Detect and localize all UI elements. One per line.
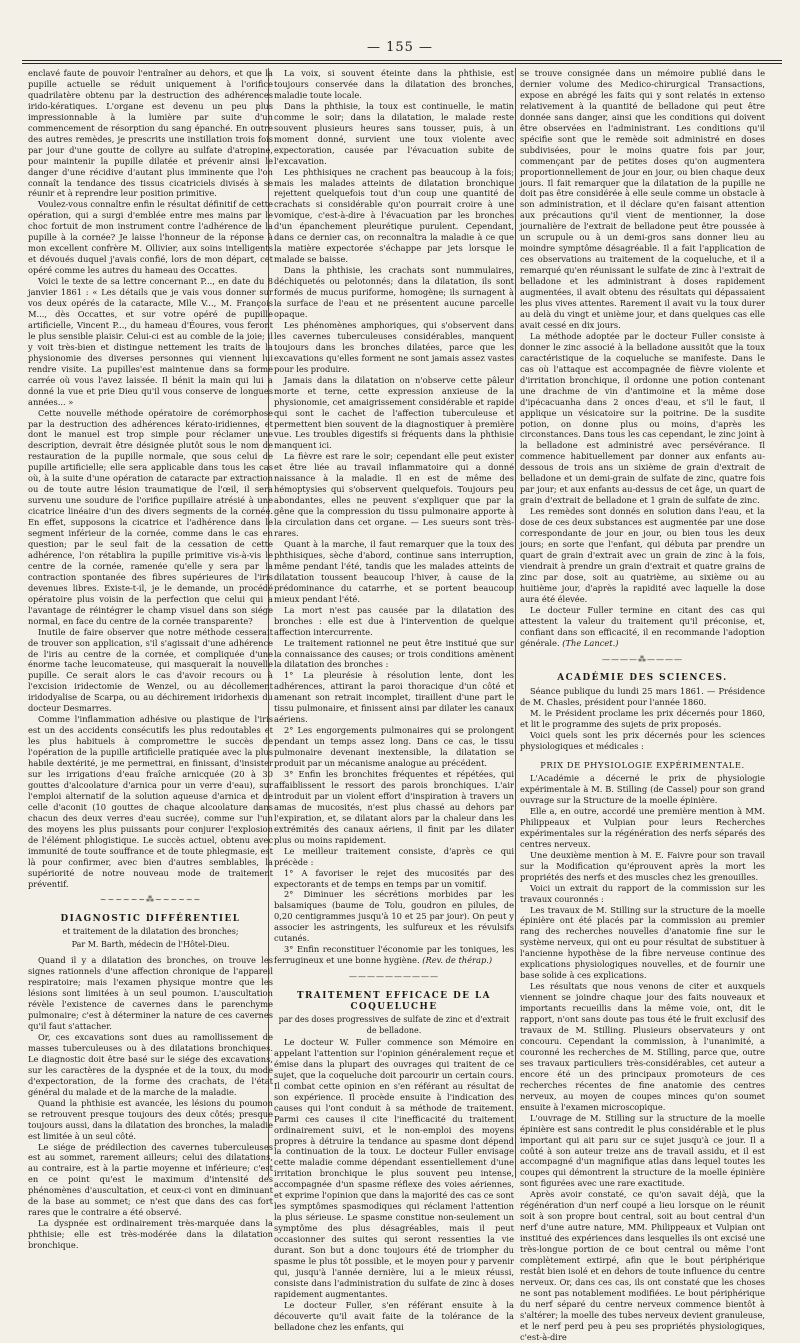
paragraph: 1° La pleurésie à résolution lente, dont les adhérences, attirant la paroi thoracique d'un côté et amenant son retrait incomplet, tiraillent d'une part le tissu pulmonaire, et finissent ainsi par dilater les canaux aériens. (274, 670, 514, 725)
article-title: TRAITEMENT EFFICACE DE LA COQUELUCHE (297, 991, 491, 1013)
paragraph: Les résultats que nous venons de citer et auxquels viennent se joindre chaque jour des faits nouveaux et importants recueillis dans la même voie, ont, dit le rapport, n'ont sans doute pas tous été le fruit exclusif des travaux de M. Stilling. Plusieurs observateurs y ont concouru. Cependant la commission, à l'unanimité, a couronné les recherches de M. Stilling, parce que, outre ses travaux particuliers très-considérables, cet auteur a encore été un des principaux promoteurs de ces recherches récentes de fine anatomie des centres nerveux, au moyen de coupes minces qu'on soumet ensuite à l'examen microscopique. (520, 981, 765, 1112)
paragraph: La méthode adoptée par le docteur Fuller consiste à donner le zinc associé à la belladone aussitôt que la toux caractéristique de la coqueluche se manifeste. Dans le cas où l'attaque est accompagnée de fièvre violente et d'irritation bronchique, il ordonne une potion contenant une drachme de vin d'antimoine et la même dose d'ipécacuanha dans 2 onces d'eau, et s'il le faut, il applique un vésicatoire sur la poitrine. De la susdite potion, on donne plus ou moins, d'après les circonstances. Dans tous les cas cependant, le zinc joint à la belladone est administré avec persévérance. Il commence habituellement par donner aux enfants au-dessous de trois ans un sixième de grain d'extrait de belladone et un demi-grain de sulfate de zinc, quatre fois par jour; et aux enfants au-dessus de cet âge, un quart de grain d'extrait de belladone et 1 grain de sulfate de zinc. (520, 330, 765, 506)
paragraph: Voulez-vous connaître enfin le résultat définitif de cette opération, qui a surgi d'emblée entre mes mains par le choc fortuit de mon instrument contre l'adhérence de la pupille à la cornée? Je laisse l'honneur de la réponse à mon excellent confrère M. Ollivier, aux soins intelligents et dévoués duquel j'avais confié, lors de mon départ, cet opéré comme les autres du hameau des Occattes. (28, 199, 273, 276)
paragraph: 3° Enfin les bronchites fréquentes et répétées, qui affaiblissent le ressort des parois bronchiques. L'air introduit par un violent effort d'inspiration à travers un amas de mucosités, n'est plus chassé au dehors par l'expiration, et, se dilatant alors par la chaleur dans les extrémités des canaux aériens, il finit par les dilater plus ou moins rapidement. (274, 769, 514, 845)
paragraph: Inutile de faire observer que notre méthode cesserait de trouver son application, s'il s'agissait d'une adhérence de l'iris au centre de la cornée, et compliquée d'une énorme tache leucomateuse, qui masquerait la nouvelle pupille. Ce serait alors le cas d'avoir recours ou à l'excision iridectomie de Wenzel, ou au décollement iridodyalise de Scarpa, ou au déchirement iridorhexis du docteur Desmarres. (28, 626, 273, 714)
paragraph: Les phthisiques ne crachent pas beaucoup à la fois; mais les malades atteints de dilatation bronchique rejettent quelquefois tout d'un coup une quantité de crachats si considérable qu'on pourrait croire à une vomique, c'est-à-dire à l'évacuation par les bronches d'un épanchement pleurétique purulent. Cependant, dans ce dernier cas, on reconnaîtra la maladie à ce que la matière expectorée s'échappe par jets lorsque le malade se baisse. (274, 166, 514, 265)
column-right (520, 68, 765, 1342)
paragraph: L'ouvrage de M. Stilling sur la structure de la moelle épinière est sans contredit le plus considérable et le plus important qui ait paru sur ce sujet jusqu'à ce jour. Il a coûté à son auteur treize ans de travail assidu, et il est accompagné d'un magnifique atlas dans lequel toutes les coupes qui démontrent la structure de la moelle épinière sont figurées avec une rare exactitude. (520, 1112, 765, 1189)
paragraph: Voici quels sont les prix décernés pour les sciences physiologiques et médicales : (520, 730, 765, 752)
page-number: — 155 — (366, 40, 434, 55)
paragraph: Le traitement rationnel ne peut être institué que sur la connaissance des causes; or trois conditions amènent la dilatation des bronches : (274, 637, 514, 670)
paragraph: Comme l'inflammation adhésive ou plastique de l'iris est un des accidents consécutifs les plus redoutables et les plus habituels à compromettre le succès de l'opération de la pupille artificielle pratiquée avec la plus habile dextérité, je me permettrai, en finissant, d'insister sur les irrigations d'eau fraîche arnicquée (20 à 30 gouttes d'alcoolature d'arnica pour un verre d'eau), sur l'emploi alternatif de la solution aqueuse d'arnica et de celle d'aconit (10 gouttes de chaque alcoolature dans chacun des deux verres d'eau sucrée), comme sur l'un des moyens les plus puissants pour conjurer l'explosion de l'élément phlogistique. Le succès actuel, obtenu avec immunité de toute souffrance et de toute phlegmasie, est là pour confirmer, avec bien d'autres semblables, la supériorité de notre nouveau mode de traitement préventif. (28, 714, 273, 889)
paragraph-text: Le docteur Fuller termine en citant des cas qui attestent la valeur du traitement qu'il préconise, et, confiant dans son efficacité, il en recommande l'adoption générale. (520, 604, 765, 648)
paragraph: Voici le texte de sa lettre concernant P..., en date du 8 janvier 1861 : « Les détails que je vais vous donner sur vos deux opérés de la cataracte, Mlle V..., M. François M..., dès Occattes, et sur votre opéré de pupille artificielle, Vincent P..., du hameau d'Éoures, vous feront le plus sensible plaisir. Celui-ci est au comble de la joie; il y voit très-bien et distingue nettement les traits de la physionomie des diverses personnes qui viennent lui rendre visite. La pupilles'est maintenue dans sa forme carrée où vous l'avez laissée. Il bénit la main qui lui a donné la vue et prie Dieu qu'il vous conserve de longues années... » (28, 276, 273, 407)
paragraph: Quand la phthisie est avancée, les lésions du poumon se retrouvent presque toujours des deux côtés; presque toujours aussi, dans la dilatation des bronches, la maladie est limitée à un seul côté. (28, 1097, 273, 1141)
paragraph: 1° A favoriser le rejet des mucosités par des expectorants et de temps en temps par un vomitif. (274, 867, 514, 889)
section-ornament: ~~~~~~⁂~~~~~~ (99, 895, 202, 905)
paragraph: Cette nouvelle méthode opératoire de corémorphose par la destruction des adhérences kérato-iridiennes, et dont le manuel est trop simple pour réclamer une description, devrait être désignée plutôt sous le nom de restauration de la pupille normale, que sous celui de pupille artificielle; elle sera applicable dans tous les cas où, à la suite d'une opération de cataracte par extraction ou de toute autre lésion traumatique de l'œil, il sera survenu une soudure de l'orifice pupillaire atrésié à une cicatrice linéaire d'un des divers segments de la cornée. En effet, supposons la cicatrice et l'adhérence dans le segment inférieur de la cornée, comme dans le cas en question; par le seul fait de la cessation de cette adhérence, l'on rétablira la pupille primitive vis-à-vis le centre de la cornée, ramenée qu'elle y sera par la contraction spontanée des fibres supérieures de l'iris devenues libres. Existe-t-il, je le demande, un procédé opératoire plus voisin de la perfection que celui qui a l'avantage de réintégrer le champ visuel dans son siége normal, en face du centre de la cornée transparente? (28, 407, 273, 626)
paragraph: Le meilleur traitement consiste, d'après ce qui précède : (274, 845, 514, 867)
paragraph: Or, ces excavations sont dues au ramollissement de masses tuberculeuses ou à des dilatations bronchiques. Le diagnostic doit être basé sur le siége des excavations, sur les caractères de la dyspnée et de la toux, du mode d'expectoration, de la forme des crachats, de l'état général du malade et de la marche de la maladie. (28, 1031, 273, 1097)
paragraph: 2° Diminuer les sécrétions morbides par les balsamiques (baume de Tolu, goudron en pilules, de 0,20 centigrammes jusqu'à 10 et 25 par jour). On peut y associer les astringents, les sulfureux et les révulsifs cutanés. (274, 889, 514, 944)
paragraph: Le docteur W. Fuller commence son Mémoire en appelant l'attention sur l'opinion généralement reçue et émise dans la plupart des ouvrages qui traitent de ce sujet, que la coqueluche doit parcourir un certain cours. Il combat cette opinion en s'en référant au résultat de son expérience. Il procède ensuite à l'indication des causes qui l'ont conduit à sa méthode de traitement. Parmi ces causes il cite l'inefficacité du traitement ordinairement suivi, et le non-emploi des moyens propres à détruire la tendance au spasme dont dépend la continuation de la toux. Le docteur Fuller envisage cette maladie comme dépendant essentiellement d'une irritation bronchique le plus souvent peu intense, accompagnée d'un spasme réflexe des voies aériennes, et exprime l'opinion que dans la majorité des cas ce sont les symptômes spasmodiques qui réclament l'attention la plus sérieuse. Le spasme constitue non-seulement un symptôme des plus désagréables, mais il peut occasionner des suites qui seront ressenties la vie durant. Son but a donc toujours été de triompher du spasme le plus tôt possible, et le moyen pour y parvenir qui, jusqu'à l'année dernière, lui a le mieux réussi, consiste dans l'administration du sulfate de zinc à doses rapidement augmentantes. (274, 1036, 514, 1299)
paragraph: Quant à la marche, il faut remarquer que la toux des phthisiques, sèche d'abord, continue sans interruption, même pendant l'été, tandis que les malades atteints de dilatation toussent beaucoup l'hiver, à cause de la prédominance du catarrhe, et se portent beaucoup mieux pendant l'été. (274, 538, 514, 604)
paragraph: Voici un extrait du rapport de la commission sur les travaux couronnés : (520, 882, 765, 904)
paragraph: se trouve consignée dans un mémoire publié dans le dernier volume des Medico-chirurgical Transactions, expose en abrégé les faits qui y sont relatés in extenso relativement à la quantité de belladone qui peut être donnée sans danger, ainsi que les conditions qui doivent être observées en l'administrant. Les conditions qu'il spécifie sont que le remède soit administré en doses subdivisées, pour le moins quatre fois par jour, commençant par de petites doses qu'on augmentera proportionnellement de jour en jour, ou bien chaque deux jours. Il fait remarquer que la dilatation de la pupille ne doit pas être considérée à elle seule comme un obstacle à son administration, et il déclare qu'en faisant attention aux précautions qu'il vient de mentionner, la dose journalière de l'extrait de belladone peut être poussée à un scrupule ou à un demi-gros sans donner lieu au moindre symptôme désagréable. Il a fait l'application de ces observations au traitement de la coqueluche, et il a remarqué qu'en réunissant le sulfate de zinc à l'extrait de belladone et les administrant à doses rapidement augmentées, il avait obtenu des résultats qui dépassaient les plus vives attentes. Rarement il avait vu la toux durer au delà du vingt et unième jour, et dans quelques cas elle avait cessé en dix jours. (520, 68, 765, 330)
header-rule-thin (22, 63, 782, 64)
paragraph: La voix, si souvent éteinte dans la phthisie, est toujours conservée dans la dilatation des bronches, maladie toute locale. (274, 68, 514, 100)
paragraph: Dans la phthisie, les crachats sont nummulaires, déchiquetés ou pelotonnés; dans la dilatation, ils sont formés de mucus puriforme, homogène; ils surnagent à la surface de l'eau et ne présentent aucune parcelle opaque. (274, 265, 514, 319)
paragraph (274, 944, 514, 966)
paragraph: Les phénomènes amphoriques, qui s'observent dans les cavernes tuberculeuses considérables, manquent toujours dans les bronches dilatées, parce que les excavations qu'elles forment ne sont jamais assez vastes pour les produire. (274, 319, 514, 374)
source-citation: (Rev. de thérap.) (422, 955, 493, 966)
paragraph: Après avoir constaté, ce qu'on savait déjà, que la régénération d'un nerf coupé a lieu lorsque on le réunit soit à son propre bout central, soit au bout central d'un nerf d'une autre nature, MM. Philippeaux et Vulpian ont institué des expériences dans lesquelles ils ont excisé une très-longue portion de ce bout central ou même l'ont complètement extirpé, afin que le bout périphérique restât bien isolé et en dehors de toute influence du centre nerveux. Or, dans ces cas, ils ont constaté que les choses ne sont pas notablement modifiées. Le bout périphérique du nerf séparé du centre nerveux commence bientôt à s'altérer; la moelle des tubes nerveux devient granuleuse, et le nerf perd peu à peu ses propriétés physiologiques, c'est-à-dire (520, 1189, 765, 1342)
paragraph: Séance publique du lundi 25 mars 1861. — Présidence de M. Chasles, président pour l'année 1860. (520, 686, 765, 708)
paragraph: La dyspnée est ordinairement très-marquée dans la phthisie; elle est très-modérée dans la dilatation bronchique. (28, 1218, 273, 1251)
paragraph: Dans la phthisie, la toux est continuelle, le matin comme le soir; dans la dilatation, le malade reste souvent plusieurs heures sans tousser, puis, à un moment donné, survient une toux violente avec expectoration, causée par l'évacuation subite de l'excavation. (274, 100, 514, 166)
article-subtitle: et traitement de la dilatation des bronches; (62, 927, 239, 937)
paragraph: enclavé faute de pouvoir l'entraîner au dehors, et que la pupille actuelle se réduit uniquement à l'orifice quadrilatère obtenu par la destruction des adhérences irido-kératiques. L'organe est devenu un peu plus impressionnable à la lumière par suite d'un commencement de résorption du sang épanché. En outre des autres remèdes, je prescrits une instillation trois fois par jour d'une goutte de collyre au sulfate d'atropine, pour maintenir la pupille dilatée et prévenir ainsi le danger d'une récidive d'autant plus imminente que l'on connaît la tendance des tissus cicatriciels divisés à se réunir et à reprendre leur position primitive. (28, 68, 273, 199)
paragraph: Le siége de prédilection des cavernes tuberculeuses est au sommet, rarement ailleurs; celui des dilatations, au contraire, est à la partie moyenne et inférieure; c'est en ce point qu'est le maximum d'intensité des phénomènes d'auscultation, et ceux-ci vont en diminuant de la base au sommet; ce n'est que dans des cas fort rares que le contraire a été observé. (28, 1141, 273, 1218)
paragraph: Jamais dans la dilatation on n'observe cette pâleur morte et terne, cette expression anxieuse de la physionomie, cet amaigrissement considérable et rapide qui sont le cachet de l'affection tuberculeuse et permettent bien souvent de la diagnostiquer à première vue. Les troubles digestifs si fréquents dans la phthisie manquent ici. (274, 374, 514, 451)
paragraph: M. le Président proclame les prix décernés pour 1860, et lit le programme des sujets de prix proposés. (520, 708, 765, 730)
section-ornament: ————⁂———— (602, 654, 683, 664)
paragraph: Les remèdes sont donnés en solution dans l'eau, et la dose de ces deux substances est augmentée par une dose correspondante de jour en jour, ou bien tous les deux jours; en sorte que l'enfant, qui débuta par prendre un quart de grain d'extrait avec un grain de zinc à la fois, viendrait à prendre un grain d'extrait et quatre grains de zinc par dose, soit au quatrième, au sixième ou au huitième jour, d'après la rapidité avec laquelle la dose aura été élevée. (520, 506, 765, 604)
article-author: Par M. Barth, médecin de l'Hôtel-Dieu. (71, 940, 230, 950)
article-title: DIAGNOSTIC DIFFÉRENTIEL (60, 914, 241, 925)
column-left (28, 68, 273, 1251)
article-subtitle: par des doses progressives de sulfate de zinc et d'extrait de belladone. (278, 1015, 510, 1035)
paragraph: 2° Les engorgements pulmonaires qui se prolongent pendant un temps assez long. Dans ce cas, le tissu pulmonaire devenant inextensible, la dilatation se produit par un mécanisme analogue au précédent. (274, 725, 514, 769)
column-middle (274, 68, 514, 1332)
paragraph: Elle a, en outre, accordé une première mention à MM. Philippeaux et Vulpian pour leurs Recherches expérimentales sur la régénération des nerfs séparés des centres nerveux. (520, 805, 765, 849)
paragraph: Les travaux de M. Stilling sur la structure de la moelle épinière ont été placés par la commission au premier rang des recherches nouvelles d'anatomie fine sur le système nerveux, qui ont eu pour résultat de substituer à l'ancienne hypothèse de la fibre nerveuse continue des explications physiologiques nouvelles, et de fournir une base solide à ces explications. (520, 904, 765, 981)
subsection-title: PRIX DE PHYSIOLOGIE EXPÉRIMENTALE. (540, 760, 745, 771)
column-divider (515, 68, 516, 1178)
section-ornament: —————————— (349, 972, 439, 982)
section-title: ACADÉMIE DES SCIENCES. (557, 673, 728, 684)
paragraph: Le docteur Fuller, s'en référant ensuite à la découverte qu'il avait faite de la tolérance de la belladone chez les enfants, qui (274, 1299, 514, 1332)
paragraph: Quand il y a dilatation des bronches, on trouve les signes rationnels d'une affection chronique de l'appareil respiratoire; mais l'examen physique montre que les lésions sont limitées à un seul poumon. L'auscultation révèle l'existence de cavernes dans le parenchyme pulmonaire; c'est à déterminer la nature de ces cavernes qu'il faut s'attacher. (28, 955, 273, 1032)
paragraph: Une deuxième mention à M. E. Faivre pour son travail sur la Modification qu'éprouvent après la mort les propriétés des nerfs et des muscles chez les grenouilles. (520, 849, 765, 882)
paragraph: L'Académie a décerné le prix de physiologie expérimentale à M. B. Stilling (de Cassel) pour son grand ouvrage sur la Structure de la moelle épinière. (520, 773, 765, 805)
paragraph: La fièvre est rare le soir; cependant elle peut exister et être liée au travail inflammatoire qui a donné naissance à la maladie. Il en est de même des hémoptysies qui s'observent quelquefois. Toujours peu abondantes, elles ne peuvent s'expliquer que par la gêne que la compression du tissu pulmonaire apporte à la circulation dans cet organe. — Les sueurs sont très-rares. (274, 451, 514, 539)
paragraph (520, 605, 765, 649)
source-citation: (The Lancet.) (562, 637, 619, 648)
paragraph-text: 3° Enfin reconstituer l'économie par les toniques, les ferrugineux et une bonne hygiène. (274, 944, 514, 966)
paragraph: La mort n'est pas causée par la dilatation des bronches : elle est due à l'intervention de quelque affection intercurrente. (274, 604, 514, 637)
header-rule (22, 60, 782, 61)
